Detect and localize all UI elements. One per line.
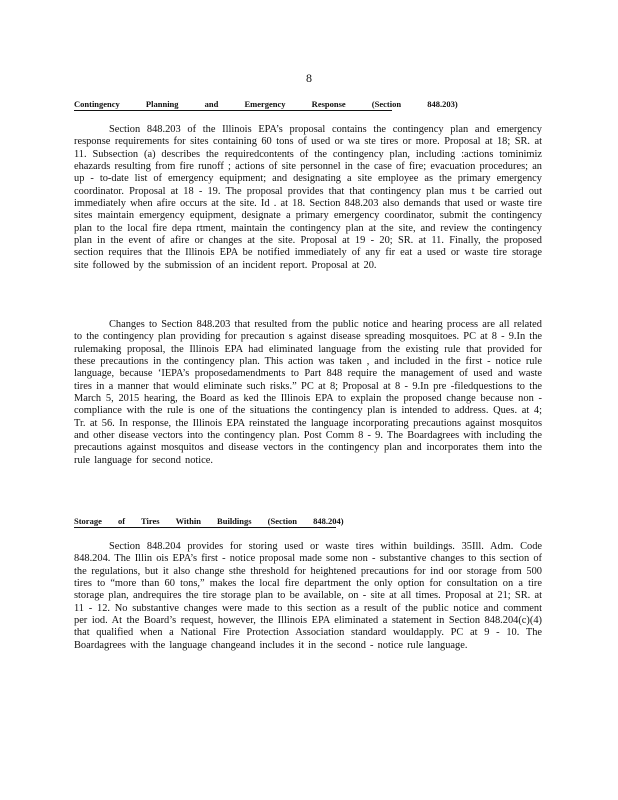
page-number: 8 (306, 71, 312, 85)
section-heading-storage: Storage of Tires Within Buildings (Section 848.204) (74, 516, 344, 526)
paragraph-storage-1: Section 848.204 provides for storing used or waste tires within buildings. 35Ill. Adm. Code 848.204. The Illin ois EPA’s first - notice proposal made some non - substantive changes to this section of the regulations, but it also change sthe threshold for heightened precautions for ind oor storage from 500 tires to “more than 60 tons,” makes the local fire department the only option for consultation on a tire storage plan, andrequires the tire storage plan to be available, on - site at all times. Proposal at 21; SR. at 11 - 12. No substantive changes were made to this section as a result of the public notice and comment per iod. At the Board’s request, however, the Illinois EPA eliminated a statement in Section 848.204(c)(4) that qualified when a National Fire Protection Association standard wouldapply. PC at 9 - 10. The Boardagrees with the language changeand includes it in the second - notice rule language. (74, 541, 542, 651)
paragraph-contingency-2: Changes to Section 848.203 that resulted from the public notice and hearing process are all related to the contingency plan providing for precaution s against disease spreading mosquitoes. PC at 8 - 9.In the rulemaking proposal, the Illinois EPA had eliminated language from the existing rule that provided for these precautions in the contingency plan. This action was taken , and included in the first - notice rule language, because ‘IEPA’s proposedamendments to Part 848 require the management of used and waste tires in a manner that would eliminate such risks.” PC at 8; Proposal at 8 - 9.In pre -filedquestions to the March 5, 2015 hearing, the Board as ked the Illinois EPA to explain the proposed change because non - compliance with the rule is one of the situations the contingency plan is intended to address. Ques. at 4; Tr. at 56. In response, the Illinois EPA reinstated the language incorporating precautions against mosquitos and other disease vectors into the contingency plan. Post Comm 8 - 9. The Boardagrees with including the precautions against mosquitos and disease vectors in the contingency plan and incorporates them into the rule language for second notice. (74, 319, 542, 466)
paragraph-contingency-1: Section 848.203 of the Illinois EPA’s proposal contains the contingency plan and emergency response requirements for sites containing 60 tons of used or wa ste tires or more. Proposal at 18; SR. at 11. Subsection (a) describes the requiredcontents of the contingency plan, including :actions tominimiz ehazards resulting from fire runoff ; actions of site personnel in the case of fire; evacuation procedures; an up - to-date list of emergency equipment; and designating a site employee as the primary emergency coordinator. Proposal at 18 - 19. The proposal provides that that contingency plan mus t be carried out immediately when afire occurs at the site. Id . at 18. Section 848.203 also demands that used or waste tire sites maintain emergency equipment, designate a primary emergency coordinator, submit the contingency plan to the local fire depa rtment, maintain the contingency plan at the site, and review the contingency plan in the event of afire or changes at the site. Proposal at 19 - 20; SR. at 11. Finally, the proposed section requires that the Illinois EPA be notified immediately of any fir eat a used or waste tire storage site followed by the submission of an incident report. Proposal at 20. (74, 124, 542, 271)
section-heading-contingency: Contingency Planning and Emergency Response (Section 848.203) (74, 99, 458, 109)
